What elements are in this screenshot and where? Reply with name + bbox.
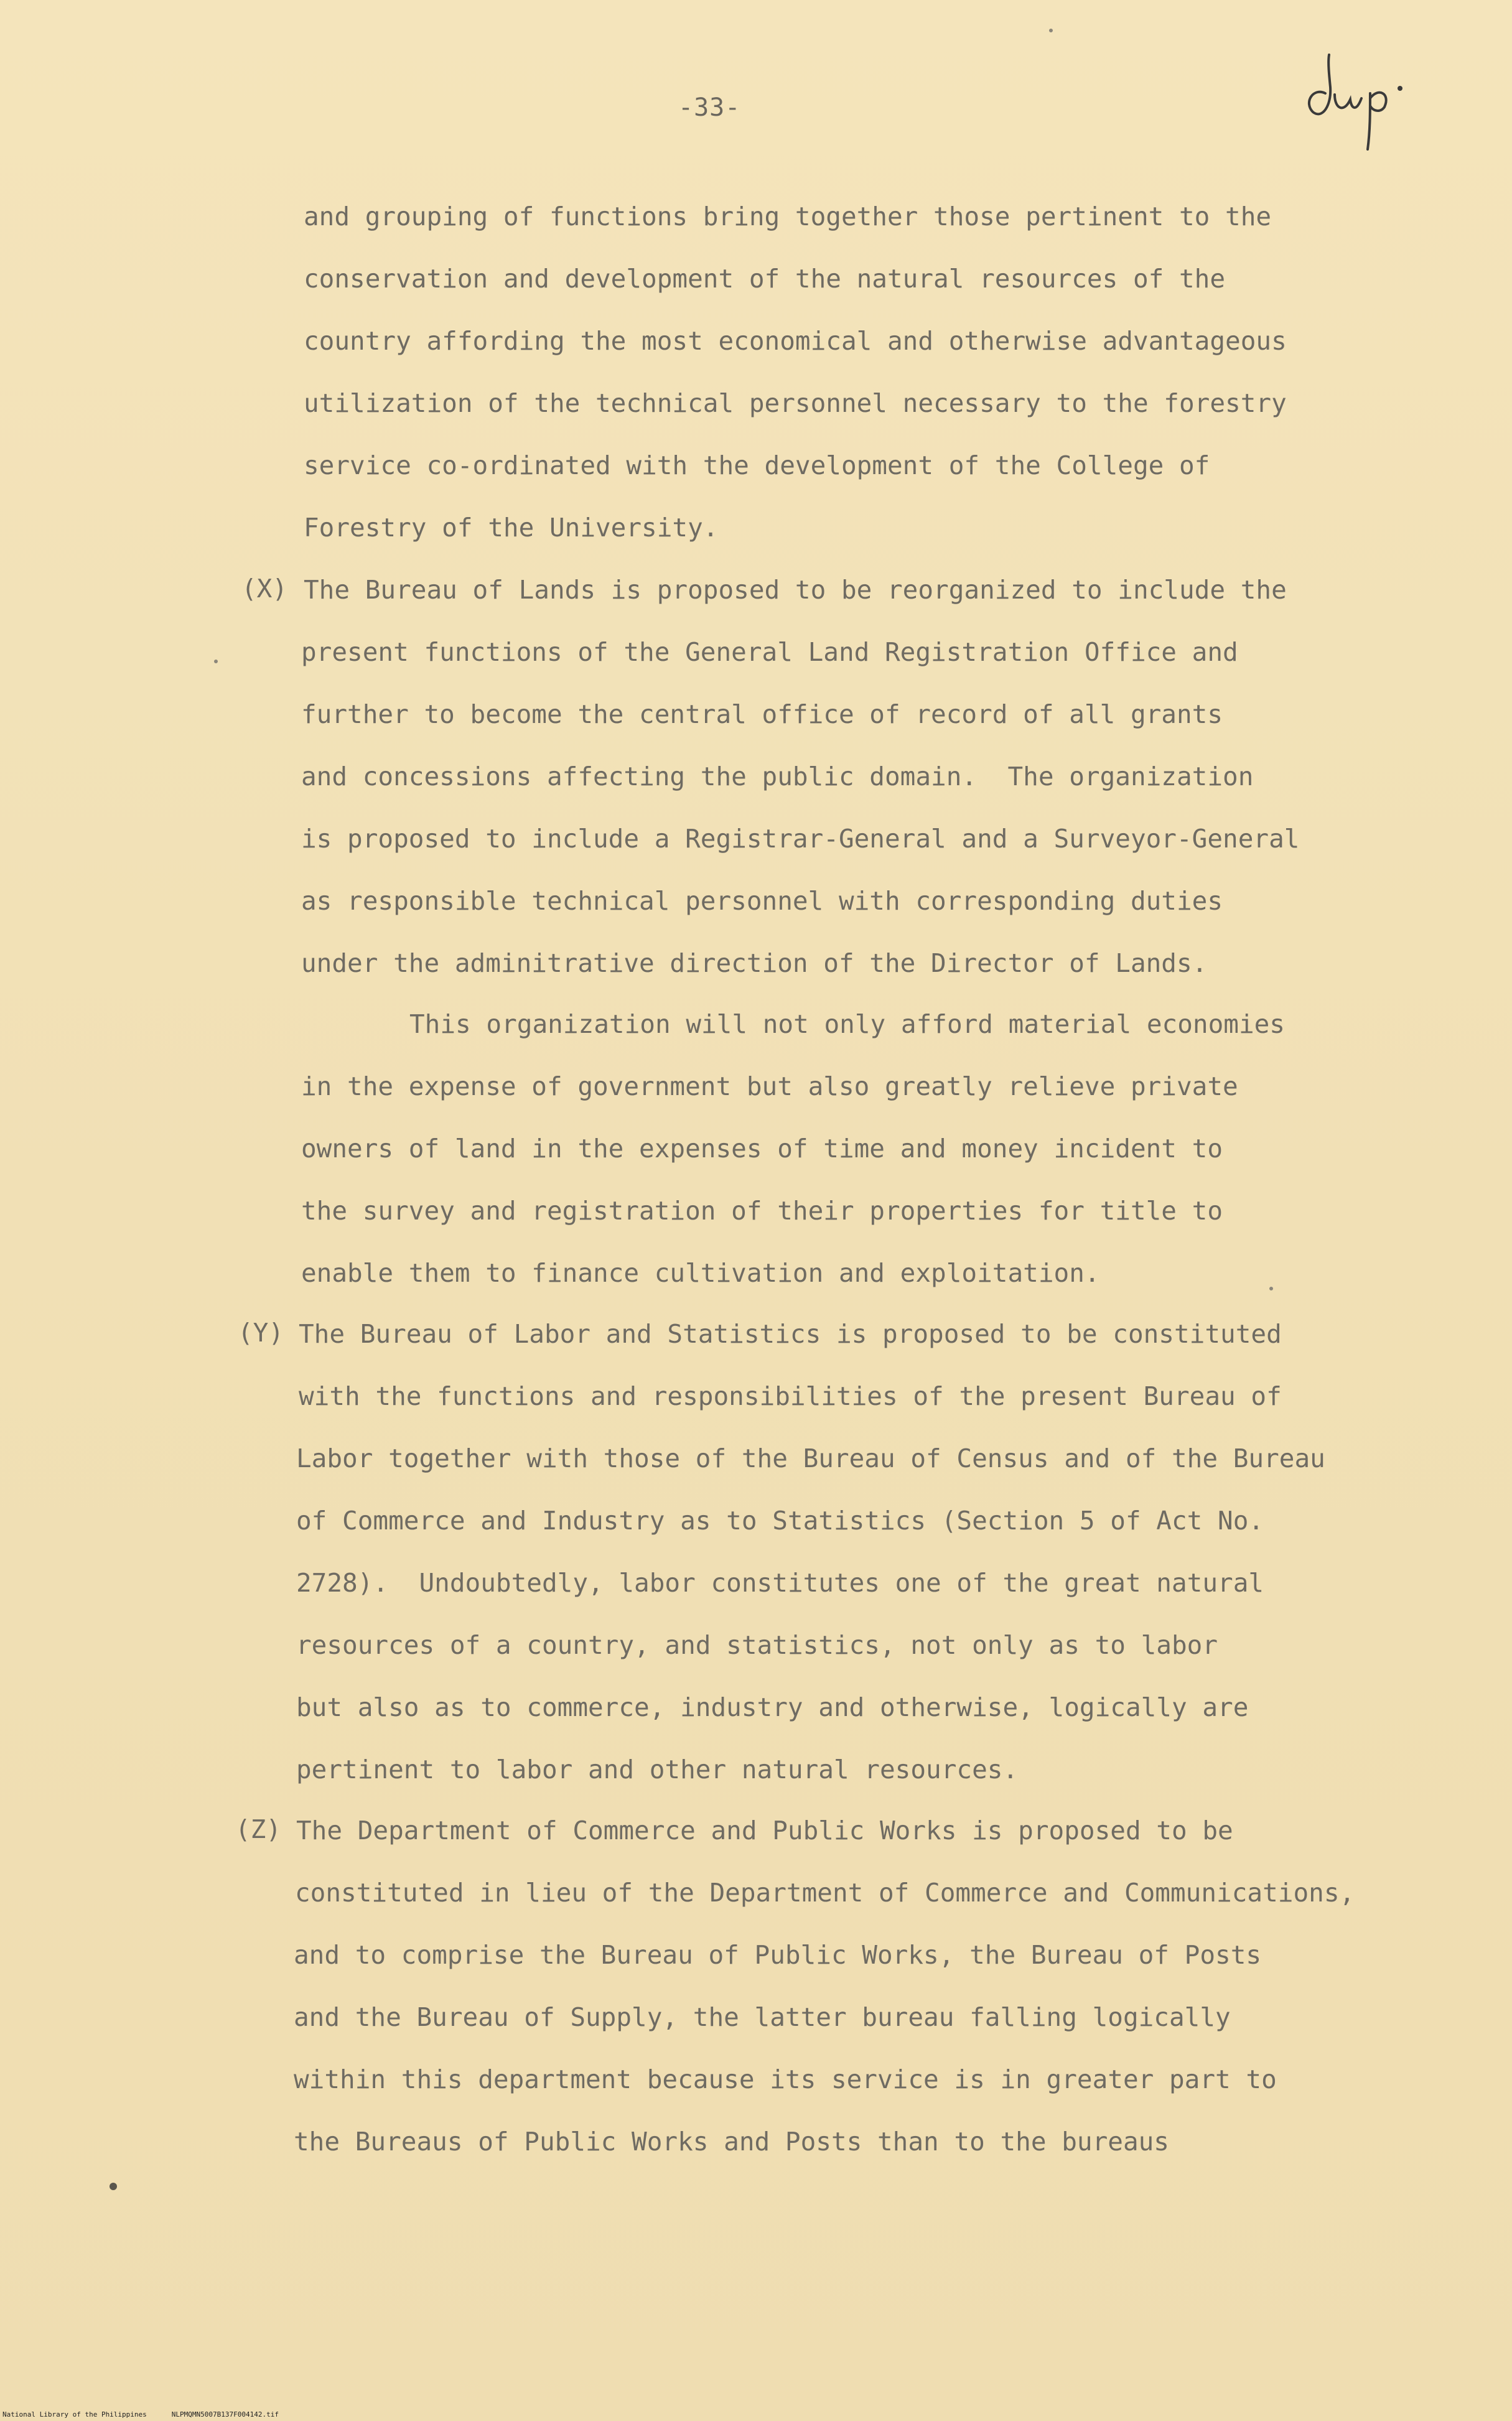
text-line: owners of land in the expenses of time and money incident to (301, 1134, 1223, 1164)
text-line: as responsible technical personnel with corresponding duties (301, 886, 1223, 916)
paragraph-marker-z: (Z) (235, 1814, 282, 1844)
paragraph-marker-x: (X) (241, 574, 288, 604)
text-line: conservation and development of the natural resources of the (304, 264, 1226, 294)
footer-library: National Library of the Philippines (2, 2410, 147, 2419)
footer-file-id: NLPMQMN5007B137F004142.tif (171, 2410, 279, 2419)
text-line: pertinent to labor and other natural resources. (296, 1755, 1019, 1784)
text-line: The Department of Commerce and Public Works is proposed to be (296, 1816, 1233, 1845)
text-line: 2728). Undoubtedly, labor constitutes one of the great natural (296, 1568, 1264, 1598)
paragraph-marker-y: (Y) (238, 1318, 284, 1348)
text-line: further to become the central office of record of all grants (301, 699, 1223, 729)
text-line: under the adminitrative direction of the Director of Lands. (301, 948, 1208, 978)
text-line: is proposed to include a Registrar-General and a Surveyor-General (301, 824, 1300, 854)
handwritten-annotation (1300, 50, 1425, 162)
text-line: within this department because its service is in greater part to (294, 2064, 1277, 2094)
text-line: The Bureau of Lands is proposed to be reorganized to include the (304, 575, 1287, 605)
text-line: The Bureau of Labor and Statistics is proposed to be constituted (299, 1319, 1282, 1349)
scan-footer (2, 2410, 279, 2419)
text-line: the Bureaus of Public Works and Posts than to the bureaus (294, 2127, 1169, 2157)
text-line: of Commerce and Industry as to Statistics (Section 5 of Act No. (296, 1506, 1264, 1536)
scan-speck (1049, 29, 1053, 32)
text-line: in the expense of government but also greatly relieve private (301, 1071, 1238, 1101)
text-line: and concessions affecting the public domain. The organization (301, 762, 1254, 791)
text-line: Forestry of the University. (304, 513, 719, 543)
text-line: present functions of the General Land Registration Office and (301, 637, 1238, 667)
text-line: service co-ordinated with the development of the College of (304, 450, 1210, 480)
text-line: utilization of the technical personnel necessary to the forestry (304, 388, 1287, 418)
scan-speck (214, 660, 218, 663)
text-line: and to comprise the Bureau of Public Works, the Bureau of Posts (294, 1940, 1262, 1970)
page-number: -33- (678, 93, 741, 122)
text-line: resources of a country, and statistics, not only as to labor (296, 1630, 1218, 1660)
scan-speck (110, 2183, 117, 2190)
text-line: and grouping of functions bring together those pertinent to the (304, 202, 1272, 231)
text-line: with the functions and responsibilities of the present Bureau of (299, 1381, 1282, 1411)
text-line: constituted in lieu of the Department of Commerce and Communications, (295, 1878, 1355, 1908)
text-line: but also as to commerce, industry and otherwise, logically are (296, 1692, 1249, 1722)
handwritten-dup-drawing (1300, 50, 1425, 162)
text-line: Labor together with those of the Bureau of Census and of the Bureau (296, 1444, 1325, 1473)
text-line: country affording the most economical and otherwise advantageous (304, 326, 1287, 356)
scan-speck (1269, 1287, 1273, 1290)
text-line: the survey and registration of their properties for title to (301, 1196, 1223, 1226)
text-line: enable them to finance cultivation and exploitation. (301, 1258, 1100, 1288)
text-line: This organization will not only afford material economies (409, 1009, 1285, 1039)
text-line: and the Bureau of Supply, the latter bureau falling logically (294, 2002, 1231, 2032)
